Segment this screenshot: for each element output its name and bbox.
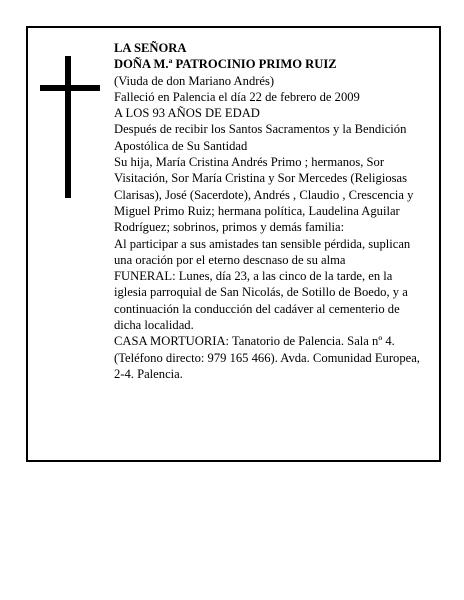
funeral-info: FUNERAL: Lunes, día 23, a las cinco de la tarde, en la iglesia parroquial de San Nicolás, de Sotillo de Boedo, y a continuación la conducción del cadáver al cementerio de dicha localidad. <box>114 269 408 333</box>
notice-title: LA SEÑORA <box>114 41 187 55</box>
latin-cross-icon <box>40 56 100 198</box>
cross-horizontal-bar <box>40 85 100 91</box>
age-at-death: A LOS 93 AÑOS DE EDAD <box>114 106 260 121</box>
wake-info: CASA MORTUORIA: Tanatorio de Palencia. Sala nº 4. (Teléfono directo: 979 165 466). Avda. Comunidad Europea, 2-4. Palencia. <box>114 334 420 381</box>
deceased-name: DOÑA M.ª PATROCINIO PRIMO RUIZ <box>114 57 337 72</box>
sacraments-text: Después de recibir los Santos Sacramentos y la Bendición Apostólica de Su Santidad <box>114 122 407 153</box>
obituary-text <box>114 40 426 382</box>
widow-of: (Viuda de don Mariano Andrés) <box>114 73 275 88</box>
cross-vertical-bar <box>65 56 71 198</box>
obituary-frame <box>26 26 441 462</box>
family-list: Su hija, María Cristina Andrés Primo ; hermanos, Sor Visitación, Sor María Cristina y Sor Mercedes (Religiosas Clarisas), José (Sacerdote), Andrés , Claudio , Crescencia y Miguel Primo Ruiz; hermana política, Laudelina Aguilar Rodríguez; sobrinos, primos y demás familia: <box>114 155 414 235</box>
death-date: Falleció en Palencia el día 22 de febrero de 2009 <box>114 89 360 104</box>
prayer-request: Al participar a sus amistades tan sensible pérdida, suplican una oración por el eterno descnaso de su alma <box>114 236 411 267</box>
